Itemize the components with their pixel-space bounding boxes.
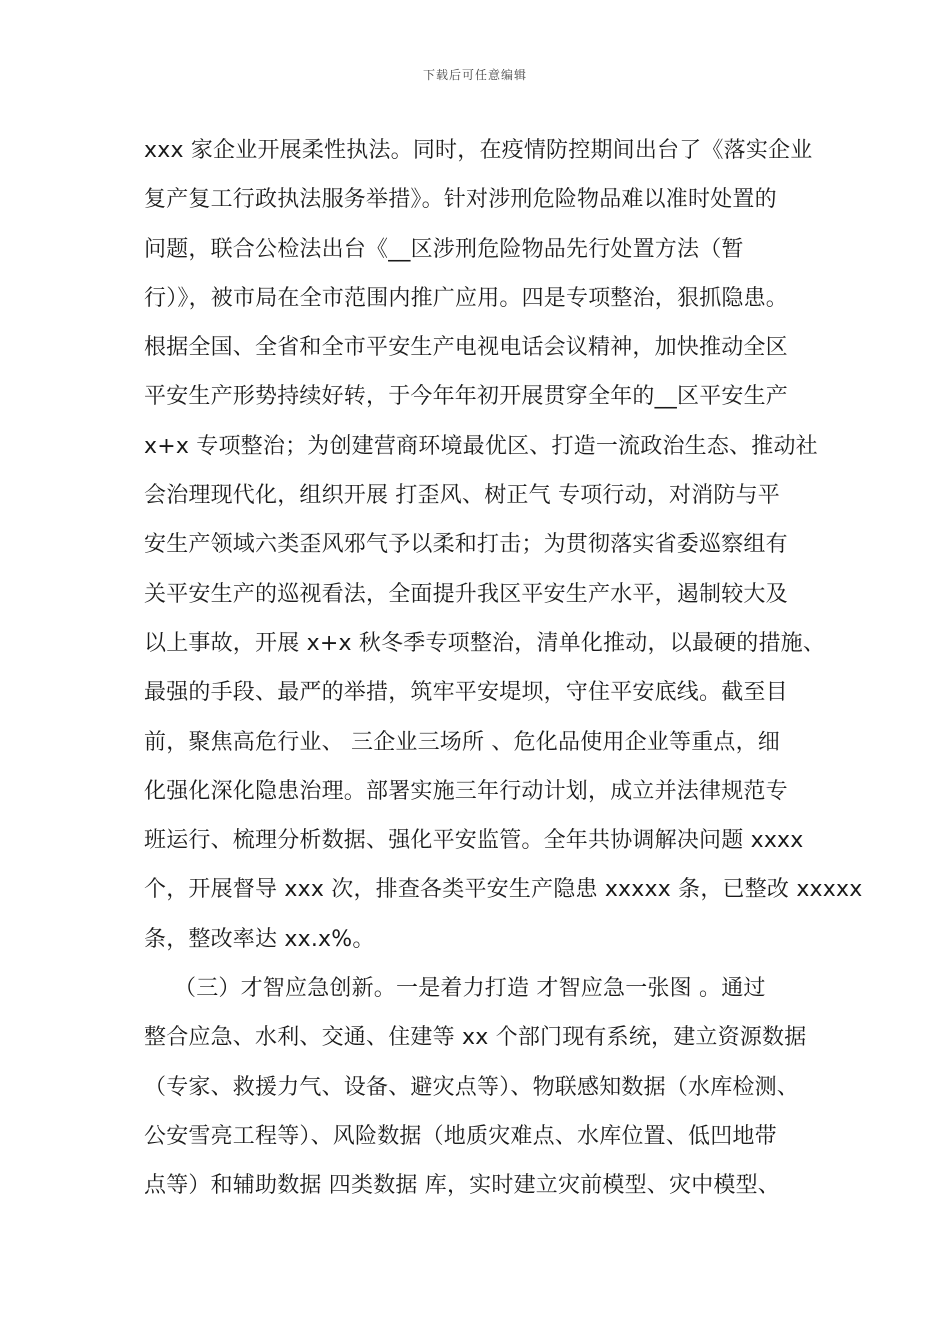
text-line: 行）》，被市局在全市范围内推广应用。四是专项整治，狠抓隐患。: [144, 285, 789, 311]
text-line: x+x 专项整治；为创建营商环境最优区、打造一流政治生态、推动社: [144, 433, 818, 459]
text-line: 点等）和辅助数据 四类数据 库，实时建立灾前模型、灾中模型、: [144, 1173, 780, 1199]
text-line: 平安生产形势持续好转，于今年年初开展贯穿全年的__区平安生产: [144, 384, 789, 410]
text-line: 会治理现代化，组织开展 打歪风、树正气 专项行动，对消防与平: [144, 483, 780, 509]
text-line: 以上事故，开展 x+x 秋冬季专项整治，清单化推动，以最硬的措施、: [144, 630, 826, 656]
text-line: 最强的手段、最严的举措，筑牢平安堤坝，守住平安底线。截至目: [144, 680, 788, 706]
document-body: [144, 131, 863, 1216]
text-line: 条，整改率达 xx.x%。: [144, 926, 375, 952]
text-line: 化强化深化隐患治理。部署实施三年行动计划，成立并法律规范专: [144, 778, 788, 804]
text-line: 公安雪亮工程等）、风险数据（地质灾难点、水库位置、低凹地带: [144, 1123, 777, 1149]
text-line: 问题，联合公检法出台《__区涉刑危险物品先行处置方法（暂: [144, 236, 744, 262]
page-header: 下载后可任意编辑: [422, 68, 527, 82]
text-line: xxx 家企业开展柔性执法。同时，在疫情防控期间出台了《落实企业: [144, 138, 813, 163]
text-line: （专家、救援力气、设备、避灾点等）、物联感知数据（水库检测、: [144, 1074, 800, 1100]
text-line: 前，聚焦高危行业、 三企业三场所 、危化品使用企业等重点，细: [144, 729, 780, 755]
text-line: 整合应急、水利、交通、住建等 xx 个部门现有系统，建立资源数据: [144, 1025, 807, 1051]
text-line: 安生产领域六类歪风邪气予以柔和打击；为贯彻落实省委巡察组有: [144, 532, 788, 558]
text-line: 班运行、梳理分析数据、强化平安监管。全年共协调解决问题 xxxx: [144, 828, 804, 854]
text-line: 个，开展督导 xxx 次，排查各类平安生产隐患 xxxxx 条，已整改 xxxxx: [144, 877, 863, 903]
section-heading-line: （三）才智应急创新。一是着力打造 才智应急一张图 。通过: [174, 976, 766, 1002]
text-line: 根据全国、全省和全市平安生产电视电话会议精神，加快推动全区: [144, 335, 788, 361]
text-line: 复产复工行政执法服务举措》。针对涉刑危险物品难以准时处置的: [144, 187, 777, 213]
text-line: 关平安生产的巡视看法，全面提升我区平安生产水平，遏制较大及: [144, 581, 788, 607]
